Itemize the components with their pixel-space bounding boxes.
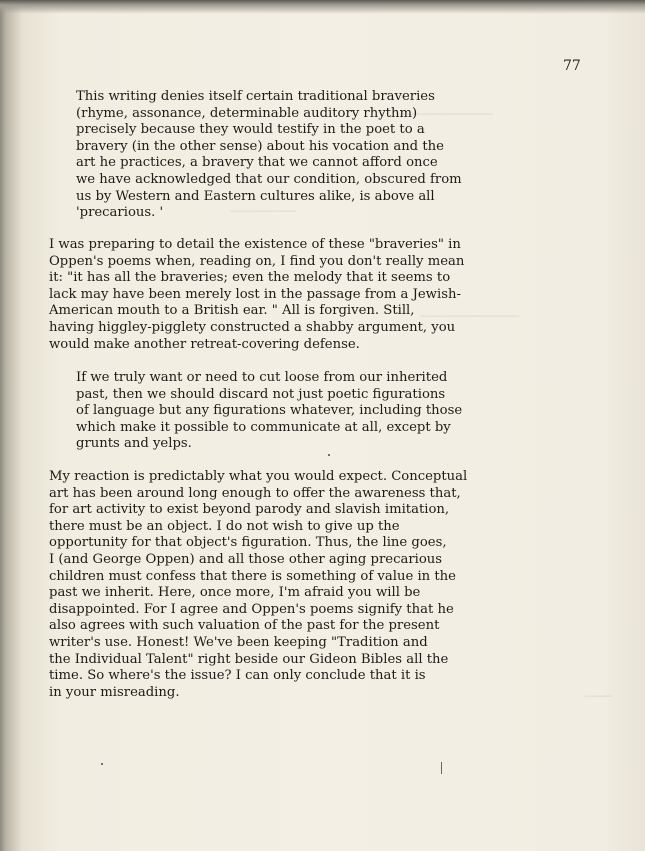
text-line: grunts and yelps.: [76, 436, 192, 452]
text-line: we have acknowledged that our condition, obscured from: [76, 171, 462, 187]
text-line: for art activity to exist beyond parody and slavish imitation,: [49, 502, 450, 518]
text-line: My reaction is predictably what you would expect. Conceptual: [49, 469, 468, 484]
text-line: disappointed. For I agree and Oppen's poems signify that he: [49, 601, 454, 617]
ink-speck: [101, 763, 103, 765]
text-line: If we truly want or need to cut loose from our inherited: [76, 370, 448, 385]
text-line: I was preparing to detail the existence of these "braveries" in: [49, 237, 461, 252]
text-line: 'precarious. ': [76, 205, 164, 221]
text-line: art he practices, a bravery that we cannot afford once: [76, 155, 438, 171]
text-line: bravery (in the other sense) about his vocation and the: [76, 138, 444, 154]
text-line: which make it possible to communicate at all, except by: [76, 419, 451, 435]
text-line: having higgley-pigglety constructed a shabby argument, you: [49, 319, 456, 335]
text-line: in your misreading.: [49, 684, 180, 700]
text-line: lack may have been merely lost in the passage from a Jewish-: [49, 286, 461, 302]
text-line: This writing denies itself certain traditional braveries: [76, 89, 435, 104]
ink-mark: [441, 762, 442, 774]
block-quote-cut-loose: [76, 370, 462, 453]
text-line: opportunity for that object's figuration. Thus, the line goes,: [49, 535, 447, 551]
ink-speck: [328, 454, 330, 456]
text-line: us by Western and Eastern cultures alike, is above all: [76, 188, 435, 204]
text-line: I (and George Oppen) and all those other aging precarious: [49, 551, 443, 567]
text-line: past, then we should discard not just poetic figurations: [76, 386, 446, 402]
bleed-through: ───────────────: [420, 310, 520, 323]
text-line: precisely because they would testify in the poet to a: [76, 122, 425, 138]
text-line: there must be an object. I do not wish to give up the: [49, 518, 400, 534]
bleed-through: ──────────: [230, 205, 297, 218]
text-line: time. So where's the issue? I can only conclude that it is: [49, 668, 426, 684]
bleed-through: ──────────────: [400, 108, 493, 121]
text-line: it: "it has all the braveries; even the melody that it seems to: [49, 270, 451, 286]
text-line: art has been around long enough to offer the awareness that,: [49, 485, 461, 501]
paragraph-my-reaction: [49, 469, 467, 701]
text-line: children must confess that there is something of value in the: [49, 568, 456, 584]
text-line: would make another retreat-covering defense.: [49, 336, 360, 352]
text-line: (rhyme, assonance, determinable auditory rhythm): [76, 105, 418, 121]
text-line: past we inherit. Here, once more, I'm afraid you will be: [49, 585, 421, 601]
text-line: writer's use. Honest! We've been keeping "Tradition and: [49, 634, 428, 650]
text-line: also agrees with such valuation of the past for the present: [49, 618, 440, 634]
paragraph-oppens-poems: [49, 237, 464, 353]
bleed-through: ────: [585, 690, 612, 703]
text-line: the Individual Talent" right beside our Gideon Bibles all the: [49, 651, 449, 667]
page-top-shadow: [0, 0, 645, 14]
text-line: of language but any figurations whatever, including those: [76, 403, 463, 419]
text-line: Oppen's poems when, reading on, I find you don't really mean: [49, 253, 465, 269]
text-line: American mouth to a British ear. " All is forgiven. Still,: [49, 303, 415, 319]
page-number: 77: [563, 58, 581, 74]
block-quote-braveries: [76, 89, 462, 222]
